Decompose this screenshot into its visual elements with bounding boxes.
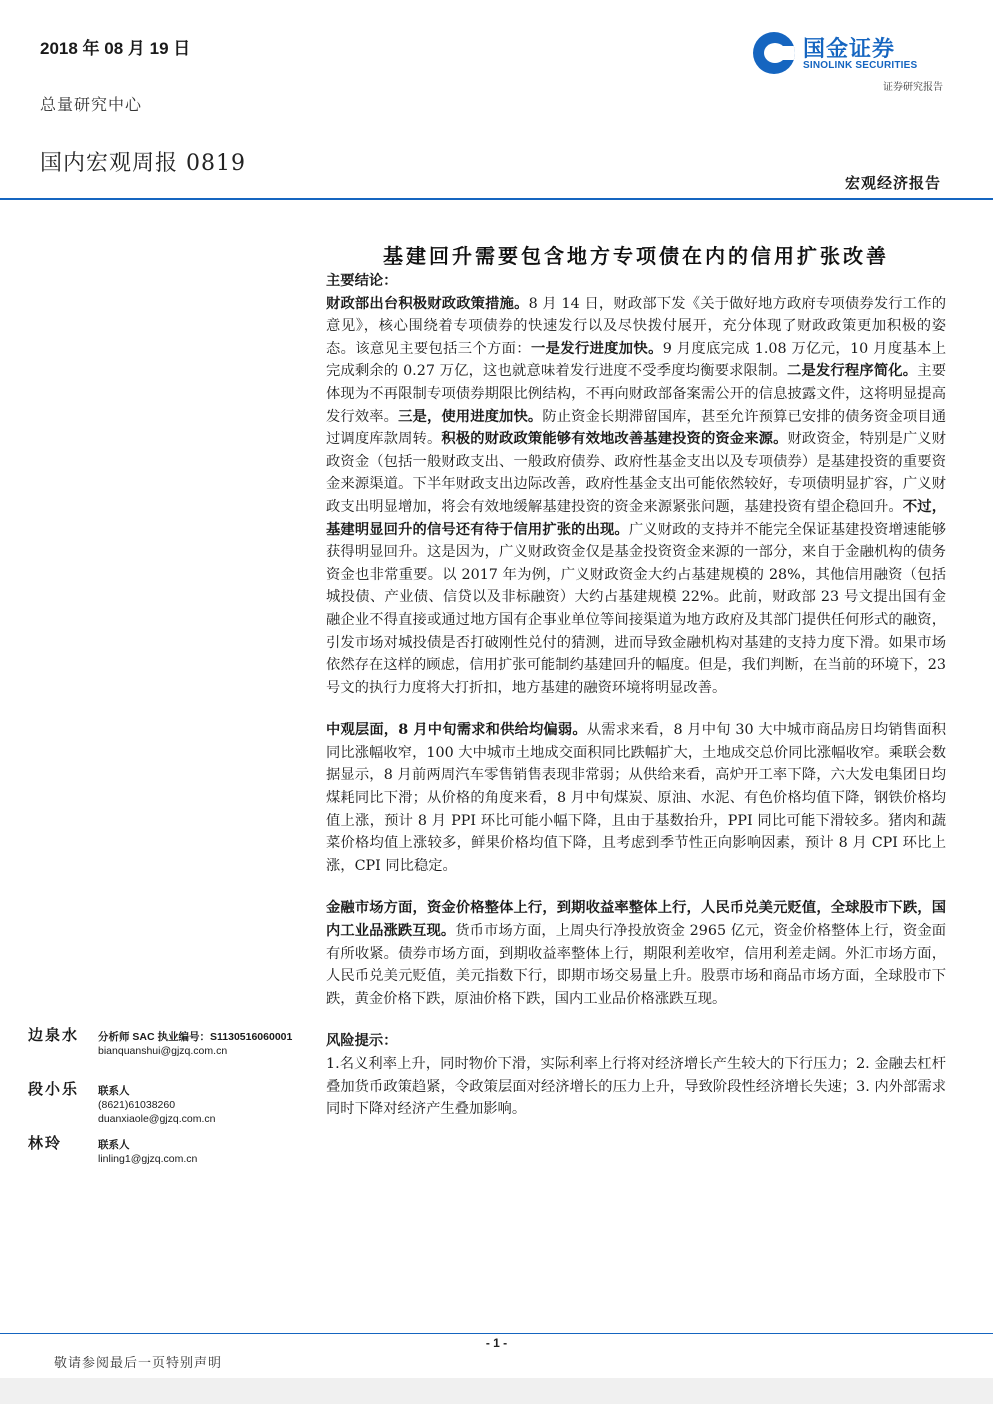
department-name: 总量研究中心 [40,95,143,114]
author-phone: (8621)61038260 [98,1099,176,1111]
disclaimer-note: 敬请参阅最后一页特别声明 [54,1356,223,1371]
author-entry [28,1132,318,1186]
company-logo [753,30,943,100]
author-name: 边泉水 [28,1026,80,1044]
main-body [326,270,946,1121]
authors-list [28,1024,318,1186]
page-number: - 1 - [485,1336,508,1350]
report-date: 2018 年 08 月 19 日 [40,39,191,58]
main-conclusion-label: 主要结论： [326,273,398,289]
header-divider [0,198,993,200]
logo-name-cn: 国金证券 [803,37,896,62]
paragraph-meso-level: 中观层面，8 月中旬需求和供给均偏弱。从需求来看，8 月中旬 30 大中城市商品房日均销售面积同比涨幅收窄，100 大中城市土地成交面积同比跌幅扩大，土地成交总价同比涨幅收窄。乘联会数据显示，8 月前两周汽车零售销售表现非常弱；从供给来看，高炉开工率下降，六大发电集团日均煤耗同比下滑；从价格的角度来看，8 月中旬煤炭、原油、水泥、有色价格均值下降，钢铁价格均值上涨，预计 8 月 PPI 环比可能小幅下降，且由于基数抬升，PPI 同比可能下滑较多。猪肉和蔬菜价格均值上涨较多，鲜果价格均值下降，且考虑到季节性正向影响因素，预计 8 月 CPI 环比上涨，CPI 同比稳定。 [326,722,946,874]
author-role: 联系人 [98,1139,130,1151]
report-type: 宏观经济报告 [844,174,941,192]
author-entry [28,1078,318,1132]
logo-name-en: SINOLINK SECURITIES [803,60,918,71]
logo-mark-icon [753,32,795,74]
author-email[interactable]: duanxiaole@gjzq.com.cn [98,1113,216,1125]
author-name: 段小乐 [28,1080,80,1098]
footer-divider [0,1333,993,1334]
author-role: 联系人 [98,1085,130,1097]
author-email[interactable]: linling1@gjzq.com.cn [98,1153,198,1165]
paragraph-financial-markets: 金融市场方面，资金价格整体上行，到期收益率整体上行，人民币兑美元贬值，全球股市下跌，国内工业品涨跌互现。货币市场方面，上周央行净投放资金 2965 亿元，资金价格整体上行，资金面有所收紧。债券市场方面，到期收益率整体上行，期限利差收窄，信用利差走阔。外汇市场方面，人民币兑美元贬值，美元指数下行，即期市场交易量上升。股票市场和商品市场方面，全球股市下跌，黄金价格下跌，原油价格下跌，国内工业品价格涨跌互现。 [326,900,947,1007]
risk-label: 风险提示： [326,1033,398,1050]
logo-subtitle: 证券研究报告 [883,82,943,93]
author-name: 林玲 [28,1134,63,1152]
page-bottom-band [0,1378,993,1404]
paragraph-fiscal-policy: 财政部出台积极财政政策措施。8 月 14 日，财政部下发《关于做好地方政府专项债券发行工作的意见》，核心围绕着专项债券的快速发行以及尽快拨付展开，充分体现了财政政策更加积极的姿态。该意见主要包括三个方面：一是发行进度加快。9 月度底完成 1.08 万亿元，10 月度基本上完成剩余的 0.27 万亿，这也就意味着发行进度不受季度均衡要求限制。二是发行程序简化。主要体现为不再限制专项债券期限比例结构，不再向财政部备案需公开的信息披露文件，这将明显提高发行效率。三是，使用进度加快。防止资金长期滞留国库，甚至允许预算已安排的债务资金项目通过调度库款周转。积极的财政政策能够有效地改善基建投资的资金来源。财政资金，特别是广义财政资金（包括一般财政支出、一般政府债券、政府性基金支出以及专项债券）是基建投资的重要资金来源渠道。下半年财政支出边际改善，政府性基金支出可能依然较好，专项债明显扩容，广义财政支出明显增加，将会有效地缓解基建投资的资金来源紧张问题，基建投资有望企稳回升。不过，基建明显回升的信号还有待于信用扩张的出现。广义财政的支持并不能完全保证基建投资增速能够获得明显回升。这是因为，广义财政资金仅是基金投资资金来源的一部分，来自于金融机构的债务资金也非常重要。以 2017 年为例，广义财政资金大约占基建规模的 28%，其他信用融资（包括城投债、产业债、信贷以及非标融资）大约占基建规模 22%。此前，财政部 23 号文提出国有金融企业不得直接或通过地方国有企事业单位等间接渠道为地方政府及其部门提供任何形式的融资，引发市场对城投债是否打破刚性兑付的猜测，进而导致金融机构对基建的支持力度下滑。如果市场依然存在这样的顾虑，信用扩张可能制约基建回升的幅度。但是，我们判断，在当前的环境下，23 号文的执行力度将大打折扣，地方基建的融资环境将明显改善。 [326,295,947,696]
author-email[interactable]: bianquanshui@gjzq.com.cn [98,1045,228,1057]
report-title: 国内宏观周报 0819 [40,151,246,176]
paragraph-risk: 1.名义利率上升，同时物价下滑，实际利率上行将对经济增长产生较大的下行压力；2. 金融去杠杆叠加货币政策趋紧，令政策层面对经济增长的压力上升，导致阶段性经济增长失速；3. 内外部需求同时下降对经济产生叠加影响。 [326,1056,946,1118]
headline: 基建回升需要包含地方专项债在内的信用扩张改善 [383,244,889,268]
author-role: 分析师 SAC 执业编号：S1130516060001 [98,1031,293,1043]
author-entry [28,1024,318,1078]
